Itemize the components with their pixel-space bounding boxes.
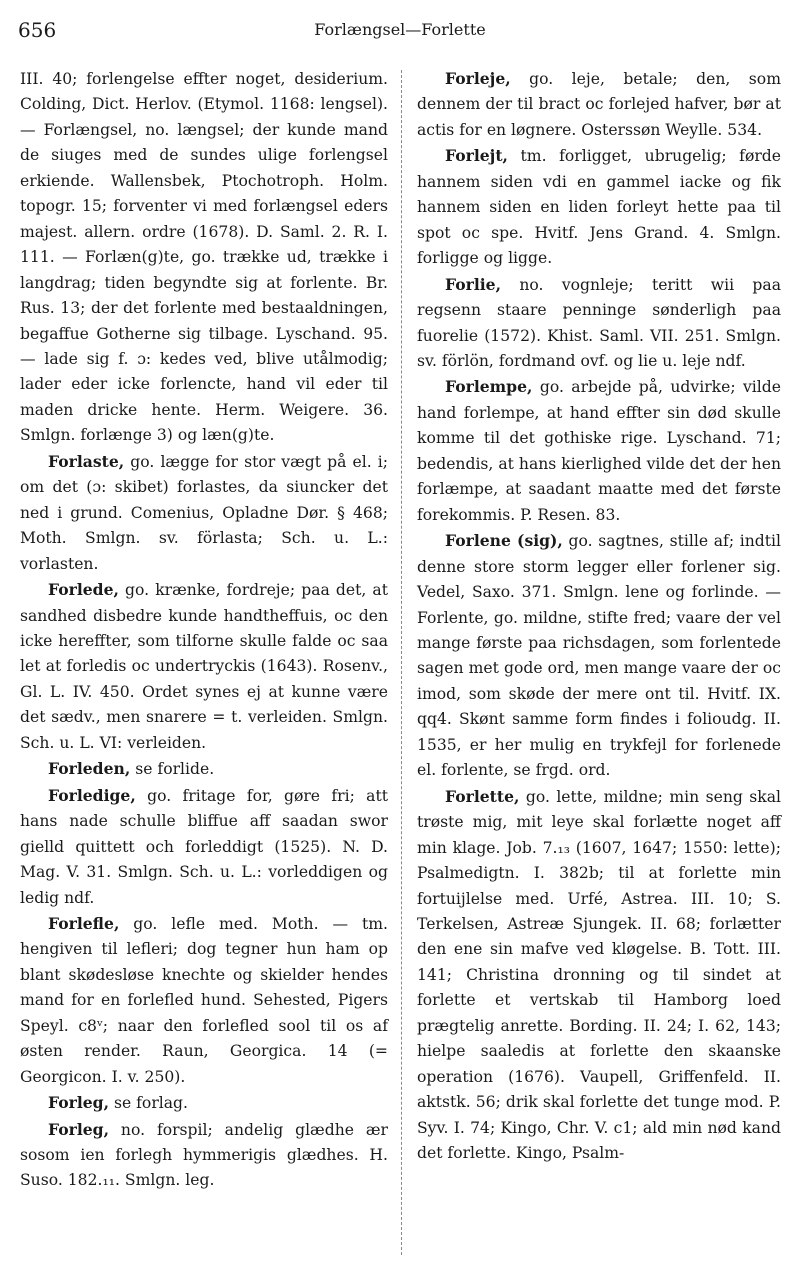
entry-headword: Forlaste, xyxy=(48,451,125,471)
dictionary-entry xyxy=(20,66,388,449)
entry-text: go. lægge for stor vægt på el. i; om det (ɔ: skibet) forlastes, da siuncker det ned i grund. Comenius, Opladne Dør. § 468; Moth. Smlgn. sv. förlasta; Sch. u. L.: vorlasten. xyxy=(20,452,388,573)
entry-text: no. forspil; andelig glædhe ær sosom ien forlegh hymmerigis glædhes. H. Suso. 182.₁₁. Smlgn. leg. xyxy=(20,1120,388,1190)
dictionary-entry xyxy=(20,783,388,911)
entry-text: se forlag. xyxy=(109,1094,188,1113)
dictionary-entry xyxy=(20,449,388,577)
dictionary-entry xyxy=(20,577,388,756)
entry-headword: Forlie, xyxy=(445,274,502,294)
dictionary-entry xyxy=(20,1090,388,1116)
column-divider xyxy=(401,70,402,1255)
entry-text: go. lefle med. Moth. — tm. hengiven til lefleri; dog tegner hun ham op blant skødesløse knechte og skielder hendes mand for en forlefled hund. Sehested, Pigers Speyl. c8ᵛ; naar den forlefled sool til os af østen render. Raun, Georgica. 14 (= Georgicon. I. v. 250). xyxy=(20,914,388,1086)
dictionary-entry xyxy=(417,143,781,271)
entry-text: no. vognleje; teritt wii paa regsenn staare penninge sønderligh paa fuorelie (1572). Khist. Saml. VII. 251. Smlgn. sv. förlön, fordmand ovf. og lie u. leje ndf. xyxy=(417,275,781,370)
entry-headword: Forlette, xyxy=(445,786,520,806)
dictionary-entry xyxy=(417,272,781,375)
entry-text: go. lette, mildne; min seng skal trøste mig, mit leye skal forlætte noget aff min klage. Job. 7.₁₃ (1607, 1647; 1550: lette); Psalmedigtn. I. 382b; til at forlette min fortuijlelse med. Urfé, Astrea. III. 10; S. Terkelsen, Astreæ Sjungek. II. 68; forlætter den ene sin mafve ved kløgelse. B. Tott. III. 141; Christina dronning og til sindet at forlette et vertskab til Hamborg loed prægtelig anrette. Bording. II. 24; I. 62, 143; hielpe saaledis at forlette den skaanske operation (1676). Vaupell, Griffenfeld. II. aktstk. 56; drik skal forlette det tunge mod. P. Syv. I. 74; Kingo, Chr. V. c1; ald min nød kand det forlette. Kingo, Psalm- xyxy=(417,787,781,1163)
entry-text: III. 40; forlengelse effter noget, desiderium. Colding, Dict. Herlov. (Etymol. 1168: lengsel). — Forlængsel, no. længsel; der kunde mand de siuges med de sundes ulige forlengsel erkiende. Wallensbek, Ptochotroph. Holm. topogr. 15; forventer vi med forlængsel eders majest. allern. ordre (1678). D. Saml. 2. R. I. 111. — Forlæn(g)te, go. trække ud, trække i langdrag; tiden begyndte sig at forlente. Br. Rus. 13; der det forlente med bestaaldningen, begaffue Gotherne sig tilbage. Lyschand. 95. — lade sig f. ɔ: kedes ved, blive utålmodig; lader eder icke forlencte, hand vil eder til maden dricke hente. Herm. Weigere. 36. Smlgn. forlænge 3) og læn(g)te. xyxy=(20,70,388,445)
entry-text: go. leje, betale; den, som dennem der til bract oc forlejed hafver, bør at actis for en løgnere. Osterssøn Weylle. 534. xyxy=(417,70,781,139)
dictionary-entry xyxy=(20,756,388,782)
dictionary-entry xyxy=(417,374,781,528)
entry-text: tm. forligget, ubrugelig; førde hannem siden vdi en gammel iacke og fik hannem siden en liden forleyt hette paa til spot oc spe. Hvitf. Jens Grand. 4. Smlgn. forligge og ligge. xyxy=(417,147,781,268)
page-header xyxy=(0,18,800,48)
dictionary-entry xyxy=(417,784,781,1167)
entry-headword: Forleg, xyxy=(48,1119,110,1139)
entry-headword: Forleg, xyxy=(48,1093,110,1113)
entry-headword: Forlefle, xyxy=(48,913,120,933)
entry-text: go. fritage for, gøre fri; att hans nade schulle bliffue aff saadan swor gielld quittett och forleddigt (1525). N. D. Mag. V. 31. Smlgn. Sch. u. L.: vorleddigen og ledig ndf. xyxy=(20,786,388,907)
entry-text: go. arbejde på, udvirke; vilde hand forlempe, at hand effter sin død skulle komme til det gothiske rige. Lyschand. 71; bedendis, at hans kierlighed vilde det der hen forlæmpe, at saadant maatte med det første forekommis. P. Resen. 83. xyxy=(417,378,781,524)
entry-text: se forlide. xyxy=(130,760,215,779)
dictionary-entry xyxy=(417,528,781,784)
running-title: Forlængsel—Forlette xyxy=(314,20,486,39)
entry-headword: Forlede, xyxy=(48,580,119,600)
page-number: 656 xyxy=(18,18,57,42)
dictionary-entry xyxy=(20,1117,388,1194)
entry-text: go. krænke, fordreje; paa det, at sandhed disbedre kunde handtheffuis, oc den icke hereffter, som tilforne skulle falde oc saa let at forledis oc undertryckis (1643). Rosenv., Gl. L. IV. 450. Ordet synes ej at kunne være det sædv., men snarere = t. verleiden. Smlgn. Sch. u. L. VI: verleiden. xyxy=(20,581,388,752)
left-column xyxy=(20,66,388,1194)
right-column xyxy=(417,66,781,1166)
dictionary-entry xyxy=(20,911,388,1090)
entry-headword: Forleden, xyxy=(48,759,131,779)
entry-headword: Forleje, xyxy=(445,69,511,88)
entry-headword: Forlene (sig), xyxy=(445,531,563,551)
dictionary-entry xyxy=(417,66,781,143)
entry-headword: Forlejt, xyxy=(445,146,508,166)
entry-text: go. sagtnes, stille af; indtil denne store storm legger eller forlener sig. Vedel, Saxo. 371. Smlgn. lene og forlinde. — Forlente, go. mildne, stifte fred; vaare der vel mange første paa richsdagen, som forlentede sagen met gode ord, men mange vaare der oc imod, som skøde der mere ont til. Hvitf. IX. qq4. Skønt samme form findes i folioudg. II. 1535, er her mulig en trykfejl for forlenede el. forlente, se frgd. ord. xyxy=(417,532,781,780)
entry-headword: Forlempe, xyxy=(445,377,533,397)
entry-headword: Forledige, xyxy=(48,785,136,805)
